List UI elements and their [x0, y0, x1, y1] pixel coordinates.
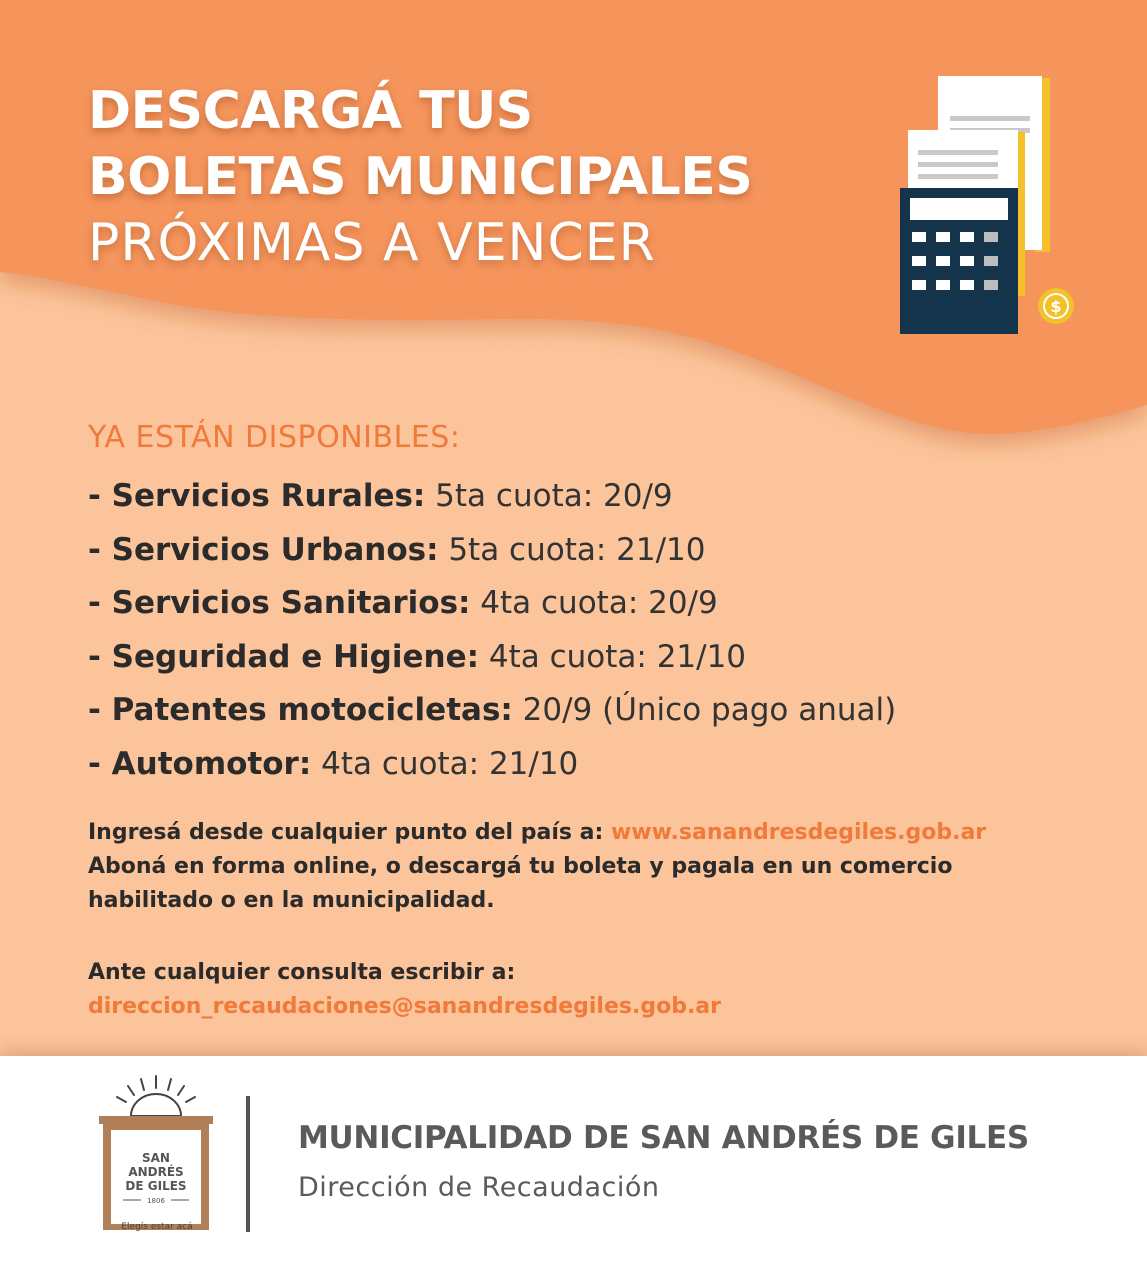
item-value: 4ta cuota: 20/9 [470, 585, 718, 621]
footer-divider [246, 1096, 250, 1232]
contact-paragraph [88, 956, 1108, 1024]
item-value: 4ta cuota: 21/10 [311, 745, 579, 782]
organization-name: MUNICIPALIDAD DE SAN ANDRÉS DE GILES [298, 1120, 1029, 1156]
info-line-2: Aboná en forma online, o descargá tu boleta y pagala en un comercio [88, 854, 953, 879]
available-title: YA ESTÁN DISPONIBLES: [88, 420, 461, 455]
item-label: - Patentes motocicletas: [88, 692, 513, 728]
item-label: - Automotor: [88, 745, 312, 782]
item-label: - Servicios Urbanos: [88, 531, 439, 568]
website-link[interactable]: www.sanandresdegiles.gob.ar [610, 820, 987, 845]
coin-symbol: $ [1050, 297, 1062, 316]
info-prefix: Ingresá desde cualquier punto del país a: [88, 820, 611, 845]
item-value: 20/9 (Único pago anual) [512, 692, 897, 728]
headline [88, 78, 752, 276]
logo-text-2: ANDRÉS [128, 1165, 184, 1179]
logo-text-3: DE GILES [125, 1179, 187, 1193]
list-item [88, 631, 1098, 685]
list-item [88, 524, 1098, 578]
list-item [88, 470, 1098, 524]
item-label: - Seguridad e Higiene: [88, 638, 479, 675]
item-value: 5ta cuota: 20/9 [425, 478, 673, 514]
item-label: - Servicios Sanitarios: [88, 585, 471, 621]
item-label: - Servicios Rurales: [88, 478, 426, 514]
list-item [88, 684, 1098, 738]
invoice-calculator-icon [890, 70, 1090, 340]
logo-tagline: Elegís estar acá [121, 1222, 193, 1232]
logo-year: 1806 [147, 1197, 165, 1205]
email-link[interactable]: direccion_recaudaciones@sanandresdegiles.gob.ar [88, 994, 722, 1019]
item-value: 5ta cuota: 21/10 [438, 531, 706, 568]
info-line-3: habilitado o en la municipalidad. [88, 888, 495, 913]
contact-prompt: Ante cualquier consulta escribir a: [88, 960, 516, 985]
department-name: Dirección de Recaudación [298, 1172, 660, 1203]
list-item [88, 738, 1098, 792]
item-value: 4ta cuota: 21/10 [479, 638, 747, 675]
headline-line-2: BOLETAS MUNICIPALES [88, 147, 753, 207]
footer [0, 1056, 1147, 1280]
info-paragraph [88, 816, 1108, 918]
list-item [88, 577, 1098, 631]
logo-text-1: SAN [142, 1151, 170, 1165]
headline-line-1: DESCARGÁ TUS [88, 81, 533, 141]
available-section [88, 418, 1098, 791]
municipality-logo [95, 1072, 217, 1242]
headline-line-3: PRÓXIMAS A VENCER [88, 213, 656, 273]
